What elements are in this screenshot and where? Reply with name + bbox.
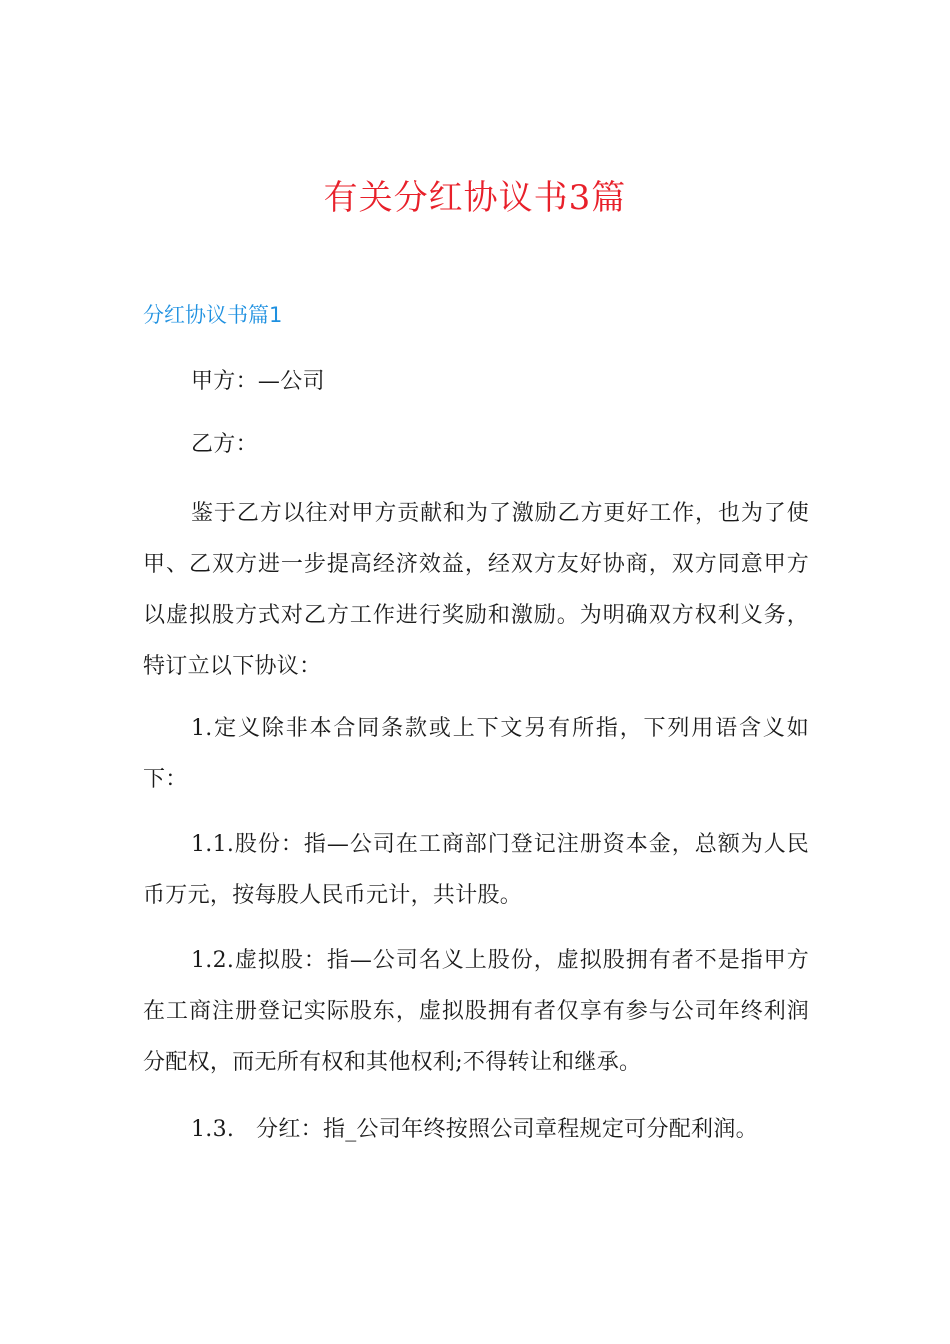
paragraph-clause-1-2: 1.2.虚拟股：指—公司名义上股份，虚拟股拥有者不是指甲方在工商注册登记实际股东，虚拟股拥有者仅享有参与公司年终利润分配权，而无所有权和其他权利;不得转让和继承。	[143, 948, 809, 1075]
paragraph-clause-1: 1.定义除非本合同条款或上下文另有所指，下列用语含义如下：	[143, 716, 809, 792]
paragraph-party-a: 甲方：—公司	[191, 369, 325, 394]
section-heading: 分红协议书篇1	[143, 303, 283, 327]
paragraph-party-b: 乙方：	[191, 432, 258, 457]
paragraph-preamble: 鉴于乙方以往对甲方贡献和为了激励乙方更好工作，也为了使甲、乙双方进一步提高经济效益，经双方友好协商，双方同意甲方以虚拟股方式对乙方工作进行奖励和激励。为明确双方权利义务，特订立以下协议：	[143, 501, 809, 679]
document-title: 有关分红协议书3篇	[323, 178, 627, 218]
paragraph-clause-1-3: 1.3. 分红：指_公司年终按照公司章程规定可分配利润。	[191, 1117, 758, 1142]
paragraph-clause-1-1: 1.1.股份：指—公司在工商部门登记注册资本金，总额为人民币万元，按每股人民币元计，共计股。	[143, 832, 809, 908]
